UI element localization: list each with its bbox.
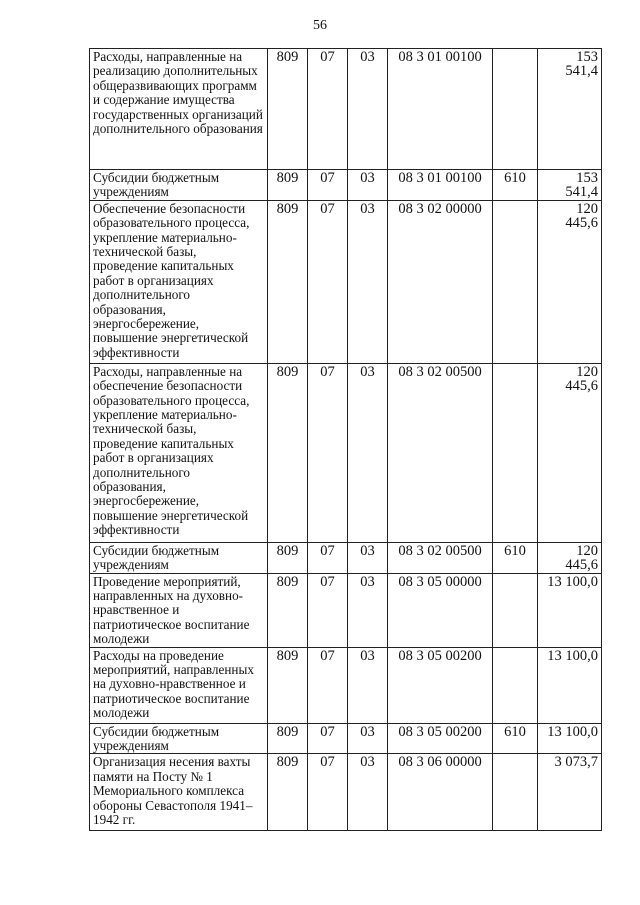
table-row: [90, 200, 602, 363]
row-amount: 120 445,6: [538, 542, 602, 573]
row-admin-code: 809: [268, 200, 308, 363]
row-article: 08 3 02 00000: [388, 200, 493, 363]
row-subsection: 03: [348, 170, 388, 201]
row-section: 07: [308, 363, 348, 542]
row-subsection: 03: [348, 723, 388, 754]
row-amount: 3 073,7: [538, 754, 602, 831]
row-article: 08 3 06 00000: [388, 754, 493, 831]
row-expense-type: [493, 647, 538, 723]
table-row: [90, 647, 602, 723]
page-number: 56: [313, 18, 327, 33]
row-amount: 120 445,6: [538, 200, 602, 363]
row-name: Проведение мероприятий, направленных на духовно-нравственное и патриотическое воспитание молодежи: [90, 573, 268, 647]
row-admin-code: 809: [268, 542, 308, 573]
row-expense-type: [493, 363, 538, 542]
row-article: 08 3 01 00100: [388, 49, 493, 170]
row-name: Расходы, направленные на реализацию дополнительных общеразвивающих программ и содержание имущества государственных организаций дополнительного образования: [90, 49, 268, 170]
row-admin-code: 809: [268, 573, 308, 647]
row-article: 08 3 05 00000: [388, 573, 493, 647]
table-row: [90, 170, 602, 201]
row-expense-type: [493, 200, 538, 363]
table-row: [90, 542, 602, 573]
row-subsection: 03: [348, 647, 388, 723]
row-section: 07: [308, 542, 348, 573]
row-expense-type: [493, 573, 538, 647]
row-name: Расходы на проведение мероприятий, направленных на духовно-нравственное и патриотическое воспитание молодежи: [90, 647, 268, 723]
row-section: 07: [308, 647, 348, 723]
row-subsection: 03: [348, 49, 388, 170]
row-admin-code: 809: [268, 363, 308, 542]
row-section: 07: [308, 573, 348, 647]
row-expense-type: [493, 49, 538, 170]
row-subsection: 03: [348, 363, 388, 542]
table-row: [90, 723, 602, 754]
table-row: [90, 363, 602, 542]
row-article: 08 3 02 00500: [388, 542, 493, 573]
row-article: 08 3 05 00200: [388, 723, 493, 754]
row-expense-type: 610: [493, 542, 538, 573]
row-amount: 153 541,4: [538, 49, 602, 170]
table-row: [90, 754, 602, 831]
row-subsection: 03: [348, 573, 388, 647]
row-amount: 120 445,6: [538, 363, 602, 542]
row-admin-code: 809: [268, 170, 308, 201]
row-subsection: 03: [348, 754, 388, 831]
row-article: 08 3 01 00100: [388, 170, 493, 201]
row-subsection: 03: [348, 200, 388, 363]
row-amount: 13 100,0: [538, 573, 602, 647]
row-amount: 13 100,0: [538, 723, 602, 754]
row-section: 07: [308, 49, 348, 170]
row-subsection: 03: [348, 542, 388, 573]
row-amount: 153 541,4: [538, 170, 602, 201]
row-section: 07: [308, 723, 348, 754]
row-admin-code: 809: [268, 723, 308, 754]
row-expense-type: 610: [493, 170, 538, 201]
row-article: 08 3 02 00500: [388, 363, 493, 542]
row-name: Субсидии бюджетным учреждениям: [90, 170, 268, 201]
row-admin-code: 809: [268, 754, 308, 831]
row-admin-code: 809: [268, 647, 308, 723]
row-expense-type: 610: [493, 723, 538, 754]
row-section: 07: [308, 170, 348, 201]
row-name: Обеспечение безопасности образовательного процесса, укрепление материально-технической базы, проведение капитальных работ в организациях дополнительного образования, энергосбережение, повышение энергетической эффективности: [90, 200, 268, 363]
row-amount: 13 100,0: [538, 647, 602, 723]
row-admin-code: 809: [268, 49, 308, 170]
row-section: 07: [308, 754, 348, 831]
budget-table: [89, 48, 602, 831]
table-row: [90, 573, 602, 647]
row-name: Расходы, направленные на обеспечение безопасности образовательного процесса, укрепление материально-технической базы, проведение капитальных работ в организациях дополнительного образования, энергосбережение, повышение энергетической эффективности: [90, 363, 268, 542]
row-name: Субсидии бюджетным учреждениям: [90, 542, 268, 573]
row-article: 08 3 05 00200: [388, 647, 493, 723]
row-expense-type: [493, 754, 538, 831]
row-name: Субсидии бюджетным учреждениям: [90, 723, 268, 754]
row-name: Организация несения вахты памяти на Посту № 1 Мемориального комплекса обороны Севастополя 1941–1942 гг.: [90, 754, 268, 831]
row-section: 07: [308, 200, 348, 363]
table-row: [90, 49, 602, 170]
